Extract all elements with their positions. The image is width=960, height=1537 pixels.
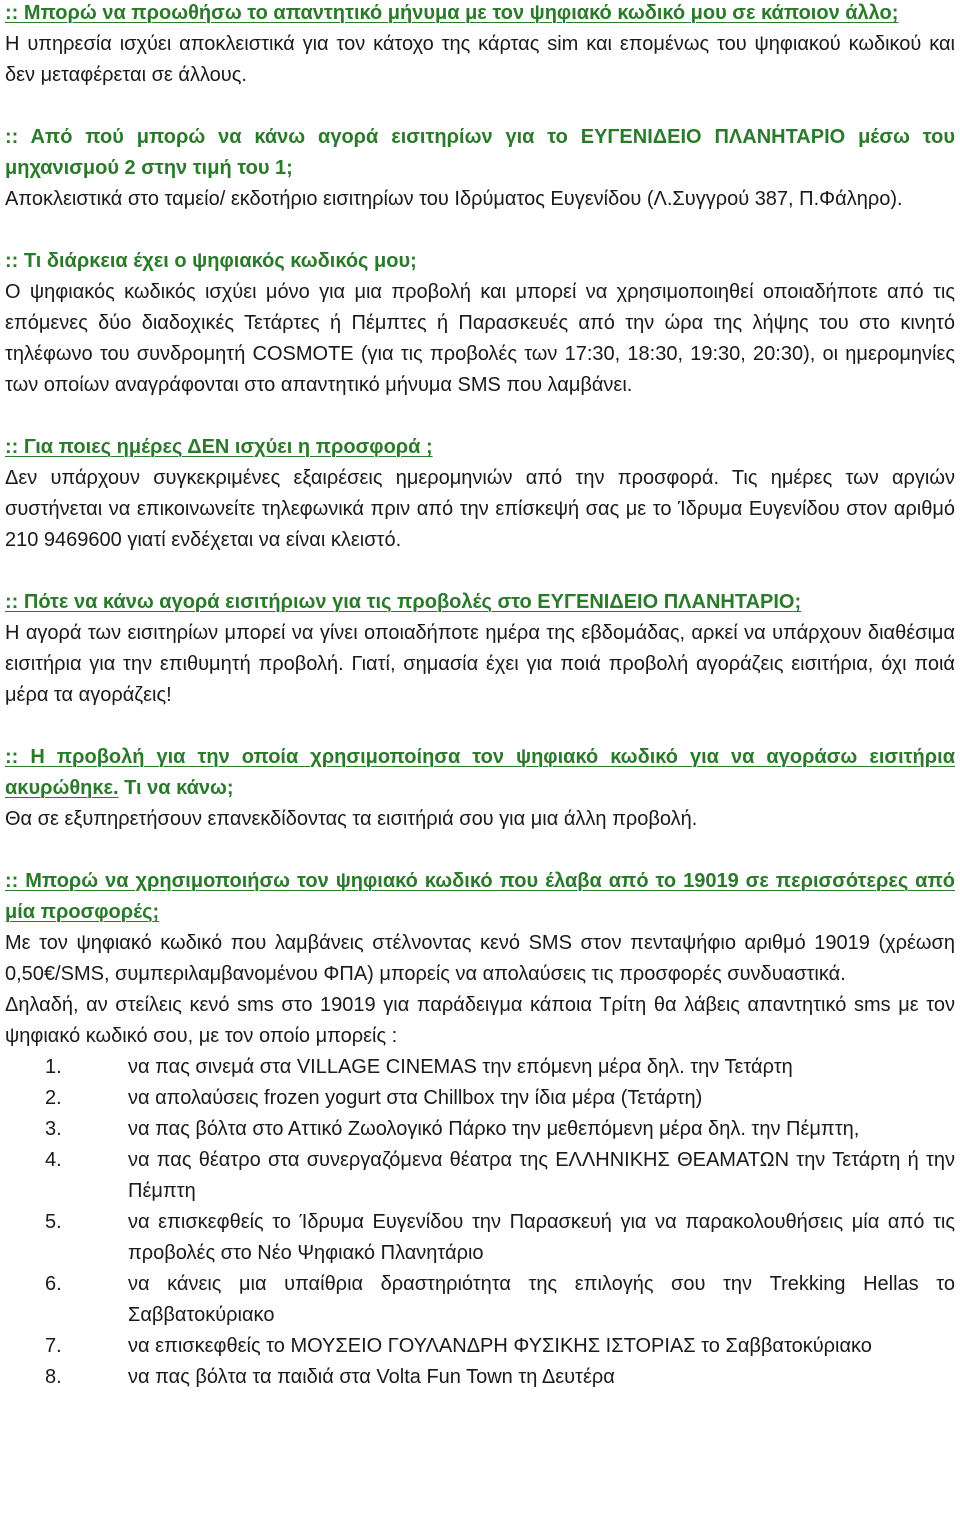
list-number: 5. xyxy=(45,1211,62,1233)
faq-answer: Αποκλειστικά στο ταμείο/ εκδοτήριο εισιτηρίων του Ιδρύματος Ευγενίδου (Λ.Συγγρού 387, Π.Φάληρο). xyxy=(5,188,903,210)
faq-item-excluded-days xyxy=(5,432,955,556)
faq-item-forward-code xyxy=(5,0,955,91)
faq-question: :: Μπορώ να προωθήσω το απαντητικό μήνυμα με τον ψηφιακό κωδικό μου σε κάποιον άλλο; xyxy=(5,2,899,24)
list-item xyxy=(5,1145,955,1207)
faq-answer: Ο ψηφιακός κωδικός ισχύει μόνο για μια προβολή και μπορεί να χρησιμοποιηθεί οποιαδήποτε από τις επόμενες δύο διαδοχικές Τετάρτες ή Πέμπτες ή Παρασκευές από την ώρα της λήψης του στο κινητό τηλέφωνο του συνδρομητή COSMOTE (για τις προβολές των 17:30, 18:30, 19:30, 20:30), οι ημερομηνίες των οποίων αναγράφονται στο απαντητικό μήνυμα SMS που λαμβάνει. xyxy=(5,281,955,396)
faq-question: :: Για ποιες ημέρες ΔΕΝ ισχύει η προσφορά ; xyxy=(5,436,433,458)
list-text: να απολαύσεις frozen yogurt στα Chillbox την ίδια μέρα (Τετάρτη) xyxy=(128,1087,703,1109)
faq-answer: Θα σε εξυπηρετήσουν επανεκδίδοντας τα εισιτήριά σου για μια άλλη προβολή. xyxy=(5,808,698,830)
list-text: να πας σινεμά στα VILLAGE CINEMAS την επόμενη μέρα δηλ. την Τετάρτη xyxy=(128,1056,793,1078)
faq-answer: Δεν υπάρχουν συγκεκριμένες εξαιρέσεις ημερομηνιών από την προσφορά. Τις ημέρες των αργιών συστήνεται να επικοινωνείτε τηλεφωνικά πριν από την επίσκεψή σας με το Ίδρυμα Ευγενίδου στον αριθμό 210 9469600 γιατί ενδέχεται να είναι κλειστό. xyxy=(5,467,955,551)
list-number: 6. xyxy=(45,1273,62,1295)
faq-answer: Η υπηρεσία ισχύει αποκλειστικά για τον κάτοχο της κάρτας sim και επομένως του ψηφιακού κωδικού και δεν μεταφέρεται σε άλλους. xyxy=(5,33,955,86)
list-text: να πας βόλτα στο Αττικό Ζωολογικό Πάρκο την μεθεπόμενη μέρα δηλ. την Πέμπτη, xyxy=(128,1118,860,1140)
list-item xyxy=(5,1362,955,1393)
faq-question xyxy=(5,742,955,804)
faq-question: :: Τι διάρκεια έχει ο ψηφιακός κωδικός μου; xyxy=(5,250,417,272)
faq-question-plain: Τι να κάνω; xyxy=(118,777,234,799)
faq-item-when-to-buy xyxy=(5,587,955,711)
list-number: 4. xyxy=(45,1149,62,1171)
faq-question: :: Μπορώ να χρησιμοποιήσω τον ψηφιακό κωδικό που έλαβα από το 19019 σε περισσότερες από μία προσφορές; xyxy=(5,870,955,923)
faq-item-multiple-offers xyxy=(5,866,955,1393)
list-item xyxy=(5,1083,955,1114)
faq-item-where-to-buy xyxy=(5,122,955,215)
faq-question: :: Από πού μπορώ να κάνω αγορά εισιτηρίων για το ΕΥΓΕΝΙΔΕΙΟ ΠΛΑΝΗΤΑΡΙΟ μέσω του μηχανισμού 2 στην τιμή του 1; xyxy=(5,126,955,179)
list-number: 2. xyxy=(45,1087,62,1109)
faq-answer: Η αγορά των εισιτηρίων μπορεί να γίνει οποιαδήποτε ημέρα της εβδομάδας, αρκεί να υπάρχουν διαθέσιμα εισιτήρια για την επιθυμητή προβολή. Γιατί, σημασία έχει για ποιά προβολή αγοράζεις εισιτήρια, όχι ποιά μέρα τα αγοράζεις! xyxy=(5,622,955,706)
list-number: 3. xyxy=(45,1118,62,1140)
list-number: 8. xyxy=(45,1366,62,1388)
list-item xyxy=(5,1331,955,1362)
list-text: να κάνεις μια υπαίθρια δραστηριότητα της επιλογής σου την Trekking Hellas το Σαββατοκύριακο xyxy=(128,1273,955,1326)
list-item xyxy=(5,1114,955,1145)
faq-answer-example: Δηλαδή, αν στείλεις κενό sms στο 19019 για παράδειγμα κάποια Τρίτη θα λάβεις απαντητικό sms με τον ψηφιακό κωδικό σου, με τον οποίο μπορείς : xyxy=(5,994,955,1047)
offers-list xyxy=(5,1052,955,1393)
list-text: να πας θέατρο στα συνεργαζόμενα θέατρα της ΕΛΛΗΝΙΚΗΣ ΘΕΑΜΑΤΩΝ την Τετάρτη ή την Πέμπτη xyxy=(128,1149,955,1202)
list-item xyxy=(5,1207,955,1269)
list-text: να επισκεφθείς το Ίδρυμα Ευγενίδου την Παρασκευή για να παρακολουθήσεις μία από τις προβολές στο Νέο Ψηφιακό Πλανητάριο xyxy=(128,1211,955,1264)
faq-question-underlined: :: Η προβολή για την οποία χρησιμοποίησα τον ψηφιακό κωδικό για να αγοράσω εισιτήρια ακυρώθηκε. xyxy=(5,746,955,799)
list-text: να επισκεφθείς το ΜΟΥΣΕΙΟ ΓΟΥΛΑΝΔΡΗ ΦΥΣΙΚΗΣ ΙΣΤΟΡΙΑΣ το Σαββατοκύριακο xyxy=(128,1335,872,1357)
list-text: να πας βόλτα τα παιδιά στα Volta Fun Town τη Δευτέρα xyxy=(128,1366,615,1388)
faq-answer: Με τον ψηφιακό κωδικό που λαμβάνεις στέλνοντας κενό SMS στον πενταψήφιο αριθμό 19019 (χρέωση 0,50€/SMS, συμπεριλαμβανομένου ΦΠΑ) μπορείς να απολαύσεις τις προσφορές συνδυαστικά. xyxy=(5,932,955,985)
faq-question: :: Πότε να κάνω αγορά εισιτήριων για τις προβολές στο ΕΥΓΕΝΙΔΕΙΟ ΠΛΑΝΗΤΑΡΙΟ; xyxy=(5,591,802,613)
list-item xyxy=(5,1052,955,1083)
faq-item-cancelled-show xyxy=(5,742,955,835)
list-number: 1. xyxy=(45,1056,62,1078)
list-number: 7. xyxy=(45,1335,62,1357)
faq-item-code-duration xyxy=(5,246,955,401)
list-item xyxy=(5,1269,955,1331)
